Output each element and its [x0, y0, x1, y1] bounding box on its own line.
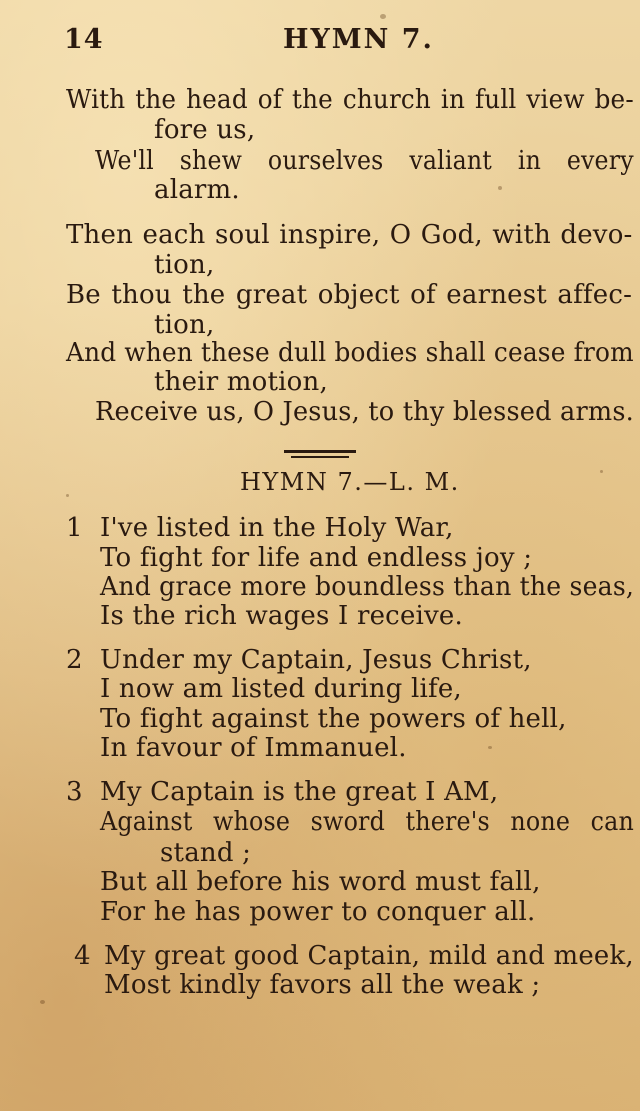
verse-line: To fight for life and endless joy ;	[100, 543, 533, 573]
previous-hymn-line: We'll shew ourselves valiant in every	[95, 146, 634, 176]
paper-speck	[40, 1000, 45, 1004]
previous-hymn-line: Then each soul inspire, O God, with devo-	[66, 220, 633, 250]
verse-line: And grace more boundless than the seas,	[100, 572, 635, 602]
page-number: 14	[64, 24, 104, 55]
verse-number: 1	[66, 513, 83, 543]
verse-line: I've listed in the Holy War,	[100, 513, 454, 543]
verse-number: 4	[74, 941, 91, 971]
previous-hymn-line: their motion,	[154, 367, 328, 397]
paper-speck	[498, 186, 502, 190]
verse-line: Under my Captain, Jesus Christ,	[100, 645, 532, 675]
previous-hymn-line: fore us,	[154, 115, 256, 145]
previous-hymn-line: Receive us, O Jesus, to thy blessed arms.	[95, 397, 635, 427]
previous-hymn-line: Be thou the great object of earnest affec-	[66, 280, 633, 310]
paper-speck	[488, 746, 492, 749]
verse-line: Is the rich wages I receive.	[100, 601, 463, 631]
paper-speck	[66, 494, 69, 497]
section-rule-bottom	[291, 456, 349, 458]
verse-number: 2	[66, 645, 83, 675]
paper-speck	[380, 14, 386, 19]
hymn-title: HYMN 7.—L. M.	[240, 468, 460, 496]
verse-line: To fight against the powers of hell,	[100, 704, 567, 734]
verse-line: My Captain is the great I AM,	[100, 777, 499, 807]
paper-speck	[600, 470, 603, 473]
verse-line: For he has power to conquer all.	[100, 897, 536, 927]
running-title: HYMN 7.	[283, 24, 434, 55]
previous-hymn-line: alarm.	[154, 175, 240, 205]
previous-hymn-line: tion,	[154, 310, 215, 340]
verse-line: Against whose sword there's none can	[100, 807, 634, 837]
verse-line: Most kindly favors all the weak ;	[104, 970, 541, 1000]
previous-hymn-line: tion,	[154, 250, 215, 280]
verse-line: stand ;	[160, 838, 252, 868]
verse-line: In favour of Immanuel.	[100, 733, 407, 763]
verse-line: But all before his word must fall,	[100, 867, 541, 897]
section-rule-top	[284, 450, 356, 453]
verse-line: My great good Captain, mild and meek,	[104, 941, 634, 971]
previous-hymn-line: And when these dull bodies shall cease from	[66, 338, 634, 368]
verse-line: I now am listed during life,	[100, 674, 462, 704]
previous-hymn-line: With the head of the church in full view be-	[66, 85, 634, 115]
verse-number: 3	[66, 777, 83, 807]
